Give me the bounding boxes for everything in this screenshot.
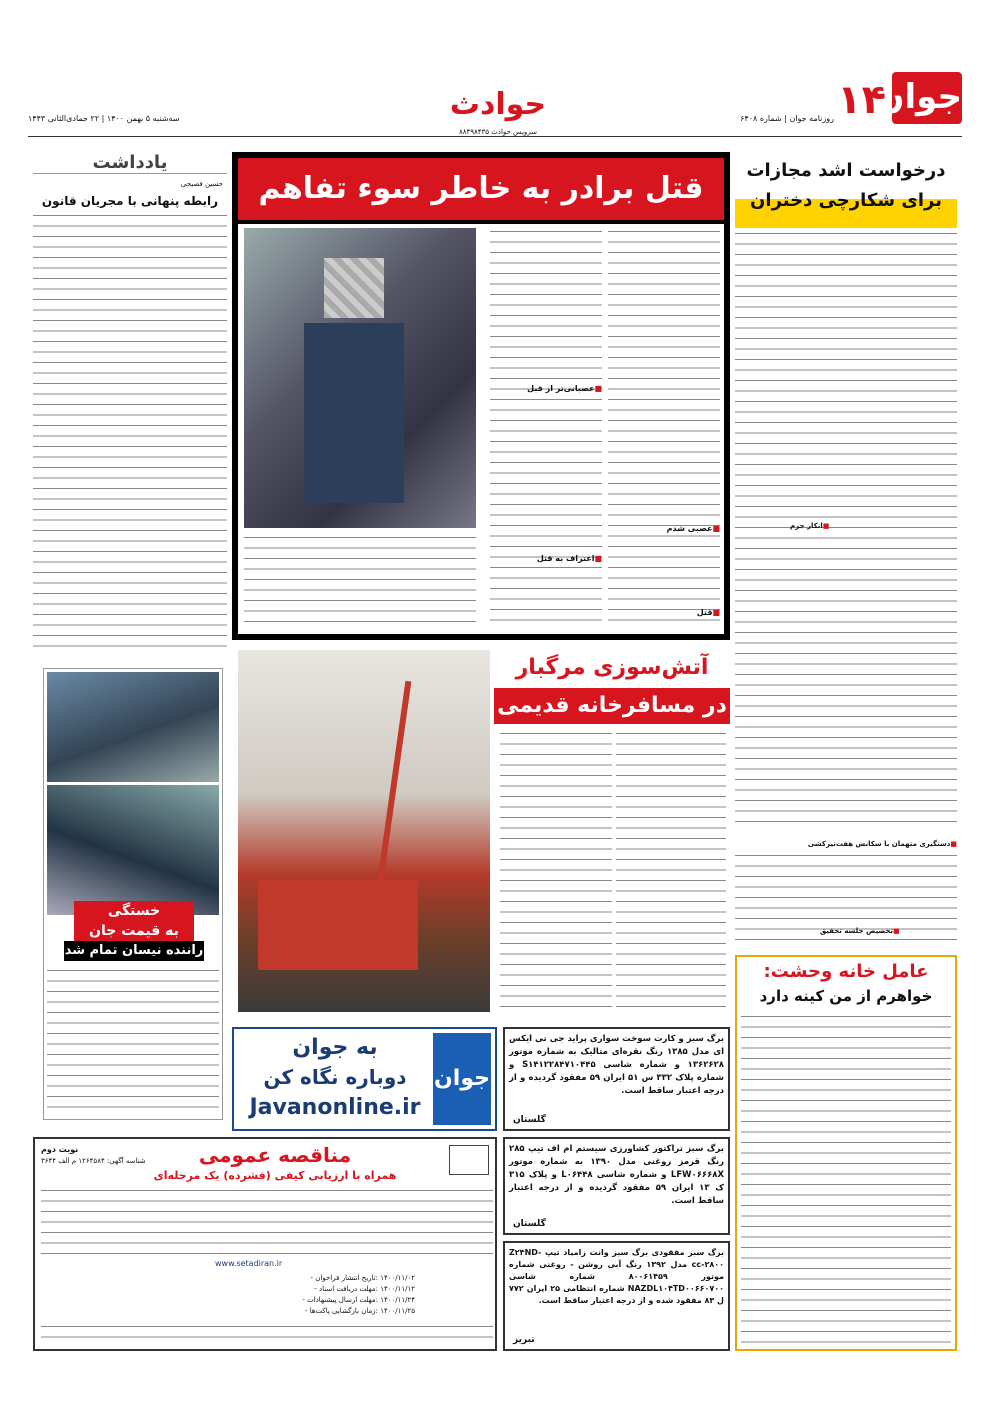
main-sub-2: ■اعتراف به قتل bbox=[536, 554, 602, 563]
accident-box bbox=[43, 668, 223, 1120]
section-title: حوادث bbox=[449, 87, 547, 122]
masthead-logo: جوان bbox=[892, 72, 962, 124]
fire-story bbox=[232, 650, 730, 1020]
right-ad-subtitle: خواهرم از من کینه دارد bbox=[759, 987, 933, 1005]
main-story-inner bbox=[238, 224, 724, 634]
promo-line-1: به جوان bbox=[292, 1035, 378, 1060]
main-sub-4: ■قتل bbox=[696, 608, 720, 617]
service-phone: سرویس حوادث ۸۸۴۹۸۴۳۵ bbox=[458, 128, 538, 136]
main-story bbox=[232, 152, 730, 640]
accident-caption-3: راننده نیسان تمام شد bbox=[64, 941, 204, 961]
fire-col-1 bbox=[616, 730, 726, 1010]
tender-title: مناقصه عمومی bbox=[198, 1143, 352, 1167]
figure bbox=[304, 323, 404, 503]
main-sub-1: ■عصبانی‌تر از قبل bbox=[527, 384, 602, 393]
tender-subtitle: همراه با ارزیابی کیفی (فشرده) یک مرحله‌ای bbox=[153, 1169, 397, 1182]
notice-3-text: برگ سبز مفقودی برگ سبز وانت زامیاد تیپ Z۲۴ND-cc-۲۸۰۰ مدل ۱۳۹۲ رنگ آبی روشن - روغنی شماره موتور ۸۰۰۶۱۴۵۹ شماره شاسی NAZDL۱۰۴TD۰۰۶۶۰۷۰۰ شماره انتظامی ۲۵ ایران ۷۷۲ ل ۸۳ مفقود شده و از درجه اعتبار ساقط است. bbox=[509, 1248, 724, 1305]
right-sub-1: ■دستگیری متهمان با سکانس هفت‌تیرکشی bbox=[807, 840, 957, 848]
notice-1 bbox=[503, 1027, 730, 1131]
notice-1-city: گلستان bbox=[513, 1115, 546, 1125]
tender-date: ۱۴۰۰/۱۱/۲۴ :مهلت ارسال پیشنهادات - bbox=[302, 1296, 415, 1304]
tender-date: ۱۴۰۰/۱۱/۱۲ :مهلت دریافت اسناد - bbox=[314, 1285, 415, 1293]
promo-line-2: دوباره نگاه کن bbox=[263, 1065, 407, 1089]
tender-footer bbox=[41, 1323, 493, 1347]
right-ad-title: عامل خانه وحشت: bbox=[763, 961, 929, 982]
right-story bbox=[735, 150, 957, 950]
tender-ad bbox=[33, 1137, 497, 1351]
right-ad bbox=[735, 955, 957, 1351]
right-story-body bbox=[735, 230, 957, 830]
blurred-face bbox=[324, 258, 384, 318]
accident-photo-1 bbox=[47, 672, 219, 782]
fire-title-1: آتش‌سوزی مرگبار bbox=[515, 655, 709, 680]
main-col-3 bbox=[244, 534, 476, 628]
notice-1-text: برگ سبز و کارت سوخت سواری پراید جی تی ایکس ای مدل ۱۳۸۵ رنگ نقره‌ای متالیک به شماره موتور ۱۳۶۲۶۲۸ و شماره شاسی S۱۴۱۲۲۸۴۷۱۰۴۴۵ و شماره پلاک ۳۳۲ س ۵۱ ایران ۵۹ مفقود گردیده و از درجه اعتبار ساقط است. bbox=[509, 1034, 725, 1096]
right-sub-3: ■تخصیص جلسه تحقیق bbox=[820, 927, 900, 935]
header-rule bbox=[28, 136, 962, 137]
suspect-photo bbox=[244, 228, 476, 528]
accident-caption-1: خستگی bbox=[74, 901, 194, 921]
tender-date: ۱۴۰۰/۱۱/۲۵ :زمان بازگشایی پاکت‌ها - bbox=[304, 1307, 415, 1315]
tender-round: نوبت دوم bbox=[41, 1145, 79, 1154]
fire-photo bbox=[238, 650, 490, 1012]
promo-url[interactable]: Javanonline.ir bbox=[249, 1095, 421, 1120]
notice-2-text: برگ سبز تراکتور کشاورزی سیستم ام اف تیپ ۲۸۵ رنگ قرمز روغنی مدل ۱۳۹۰ به شماره موتور LFW۰۶۶۶۸X و شماره شاسی L۰۶۴۴۸ و پلاک ۳۱۵ ک ۱۳ ایران ۵۹ مفقود گردیده و از درجه اعتبار ساقط است. bbox=[509, 1144, 724, 1206]
notice-3 bbox=[503, 1241, 730, 1351]
editorial bbox=[33, 152, 227, 657]
right-sub-2: ■انکار جرم bbox=[790, 522, 830, 530]
tender-date: ۱۴۰۰/۱۱/۰۲ :تاریخ انتشار فراخوان - bbox=[310, 1274, 415, 1282]
issue-line: روزنامه جوان | شماره ۶۴۰۸ bbox=[740, 114, 834, 123]
header bbox=[28, 14, 962, 136]
fire-truck bbox=[258, 880, 418, 970]
accident-photo-2 bbox=[47, 785, 219, 915]
editorial-kicker: یادداشت bbox=[33, 152, 227, 174]
accident-caption-2: به قیمت جان bbox=[74, 921, 194, 941]
main-col-1 bbox=[608, 228, 720, 628]
fire-col-2 bbox=[500, 730, 612, 1010]
main-story-title: قتل برادر به خاطر سوء تفاهم bbox=[238, 158, 724, 220]
accident-body bbox=[47, 967, 219, 1117]
editorial-title: رابطه پنهانی با مجریان قانون bbox=[41, 194, 219, 208]
notice-3-city: تبریز bbox=[513, 1335, 535, 1345]
tender-body bbox=[41, 1187, 493, 1257]
javan-promo[interactable] bbox=[232, 1027, 497, 1131]
main-sub-3: ■عصبی شدم bbox=[666, 524, 720, 533]
promo-logo: جوان bbox=[433, 1033, 491, 1125]
editorial-body bbox=[33, 212, 227, 652]
date-line: سه‌شنبه ۵ بهمن ۱۴۰۰ | ۲۲ جمادی‌الثانی ۱۴۴۳ bbox=[28, 114, 180, 123]
tender-site[interactable]: www.setadiran.ir bbox=[215, 1259, 283, 1268]
tender-logo bbox=[449, 1145, 489, 1175]
editorial-author: حسین فصیحی bbox=[180, 180, 223, 188]
right-ad-body bbox=[741, 1013, 951, 1343]
notice-2 bbox=[503, 1137, 730, 1235]
main-col-2 bbox=[490, 228, 602, 628]
fire-title-2: در مسافرخانه قدیمی bbox=[494, 688, 730, 724]
notice-2-city: گلستان bbox=[513, 1219, 546, 1229]
tender-id: شناسه آگهی: ۱۲۶۴۵۸۴ م الف ۳۶۴۴ bbox=[41, 1157, 146, 1165]
page-number: ۱۴ bbox=[837, 77, 886, 123]
tender-dates bbox=[235, 1273, 415, 1317]
right-story-title: درخواست اشد مجازات برای شکارچی دختران bbox=[735, 156, 957, 228]
